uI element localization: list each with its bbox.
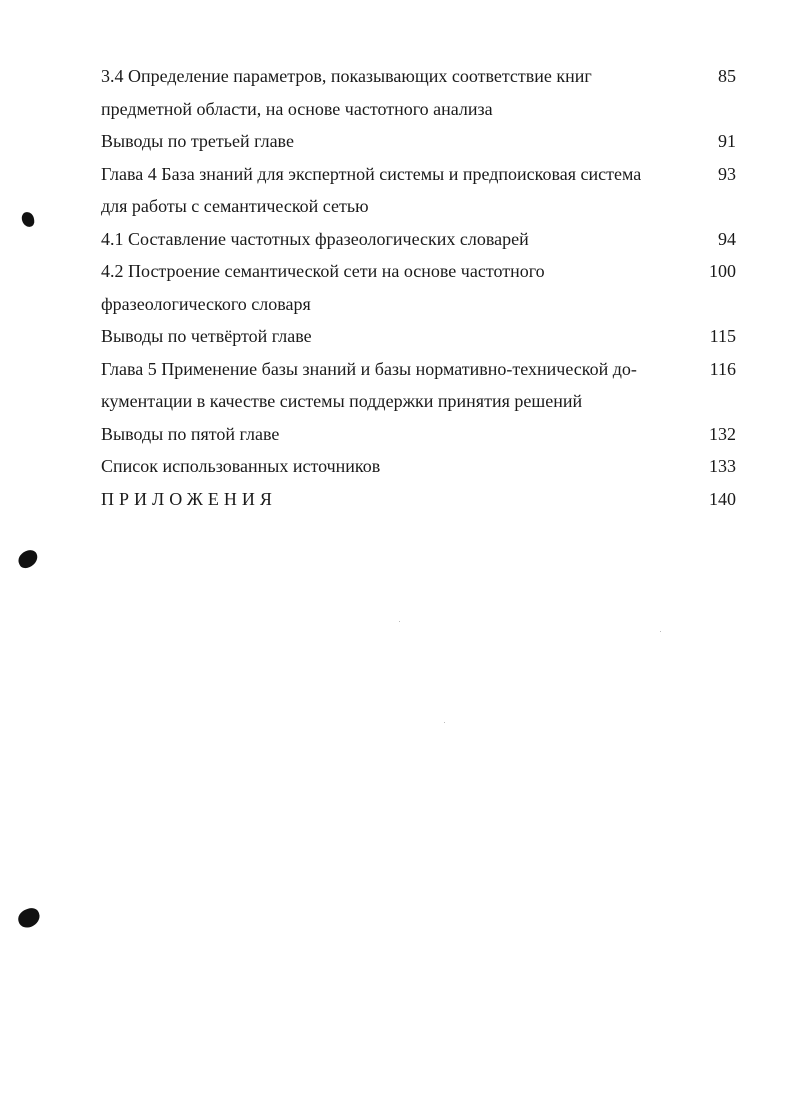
toc-entry-title: предметной области, на основе частотного анализа [101, 98, 493, 119]
toc-entry-title: Выводы по четвёртой главе [101, 326, 312, 346]
toc-entry-page: 132 [709, 423, 736, 444]
ink-blot-mark [21, 211, 35, 228]
toc-entry-title: Выводы по третьей главе [101, 131, 294, 151]
toc-entry-title: Глава 5 Применение базы знаний и базы нормативно-технической до- [101, 358, 637, 379]
toc-entry-page: 100 [709, 261, 736, 281]
scan-speck [660, 631, 661, 632]
toc-entry-title: Список использованных источников [101, 456, 381, 476]
toc-entry [101, 255, 746, 288]
toc-entry-page: 93 [718, 163, 736, 184]
toc-entry-title: для работы с семантической сетью [101, 196, 369, 216]
toc-entry-page: 116 [709, 358, 736, 379]
toc-entry [101, 288, 746, 321]
toc-entry-page: 140 [709, 488, 736, 509]
ink-blot-mark [16, 906, 43, 930]
toc-entry [101, 385, 746, 418]
scan-speck [444, 722, 445, 723]
ink-blot-mark [16, 548, 41, 571]
table-of-contents [101, 60, 746, 515]
toc-entry [101, 418, 746, 451]
toc-entry-title: фразеологического словаря [101, 293, 311, 314]
toc-entry [101, 353, 746, 386]
toc-entry-title: кументации в качестве системы поддержки принятия решений [101, 391, 583, 411]
toc-entry-title: 4.1 Составление частотных фразеологических словарей [101, 228, 529, 249]
toc-entry-title: Глава 4 База знаний для экспертной системы и предпоисковая система [101, 163, 642, 184]
appendices-heading: ПРИЛОЖЕНИЯ [101, 488, 277, 509]
toc-entry [101, 158, 746, 191]
toc-entry-page: 91 [718, 131, 736, 151]
toc-entry-page: 133 [709, 456, 736, 476]
toc-entry-appendices [101, 483, 746, 516]
toc-entry [101, 190, 746, 223]
toc-entry [101, 320, 746, 353]
toc-entry-page: 85 [718, 66, 736, 86]
toc-entry-title: 4.2 Построение семантической сети на основе частотного [101, 261, 545, 281]
scan-speck [399, 621, 400, 622]
toc-entry [101, 93, 746, 126]
toc-entry [101, 60, 746, 93]
toc-entry-title: Выводы по пятой главе [101, 423, 280, 444]
toc-entry-page: 115 [709, 326, 736, 346]
toc-entry-title: 3.4 Определение параметров, показывающих соответствие книг [101, 66, 592, 86]
toc-entry [101, 450, 746, 483]
toc-entry [101, 223, 746, 256]
toc-entry [101, 125, 746, 158]
toc-entry-page: 94 [718, 228, 736, 249]
